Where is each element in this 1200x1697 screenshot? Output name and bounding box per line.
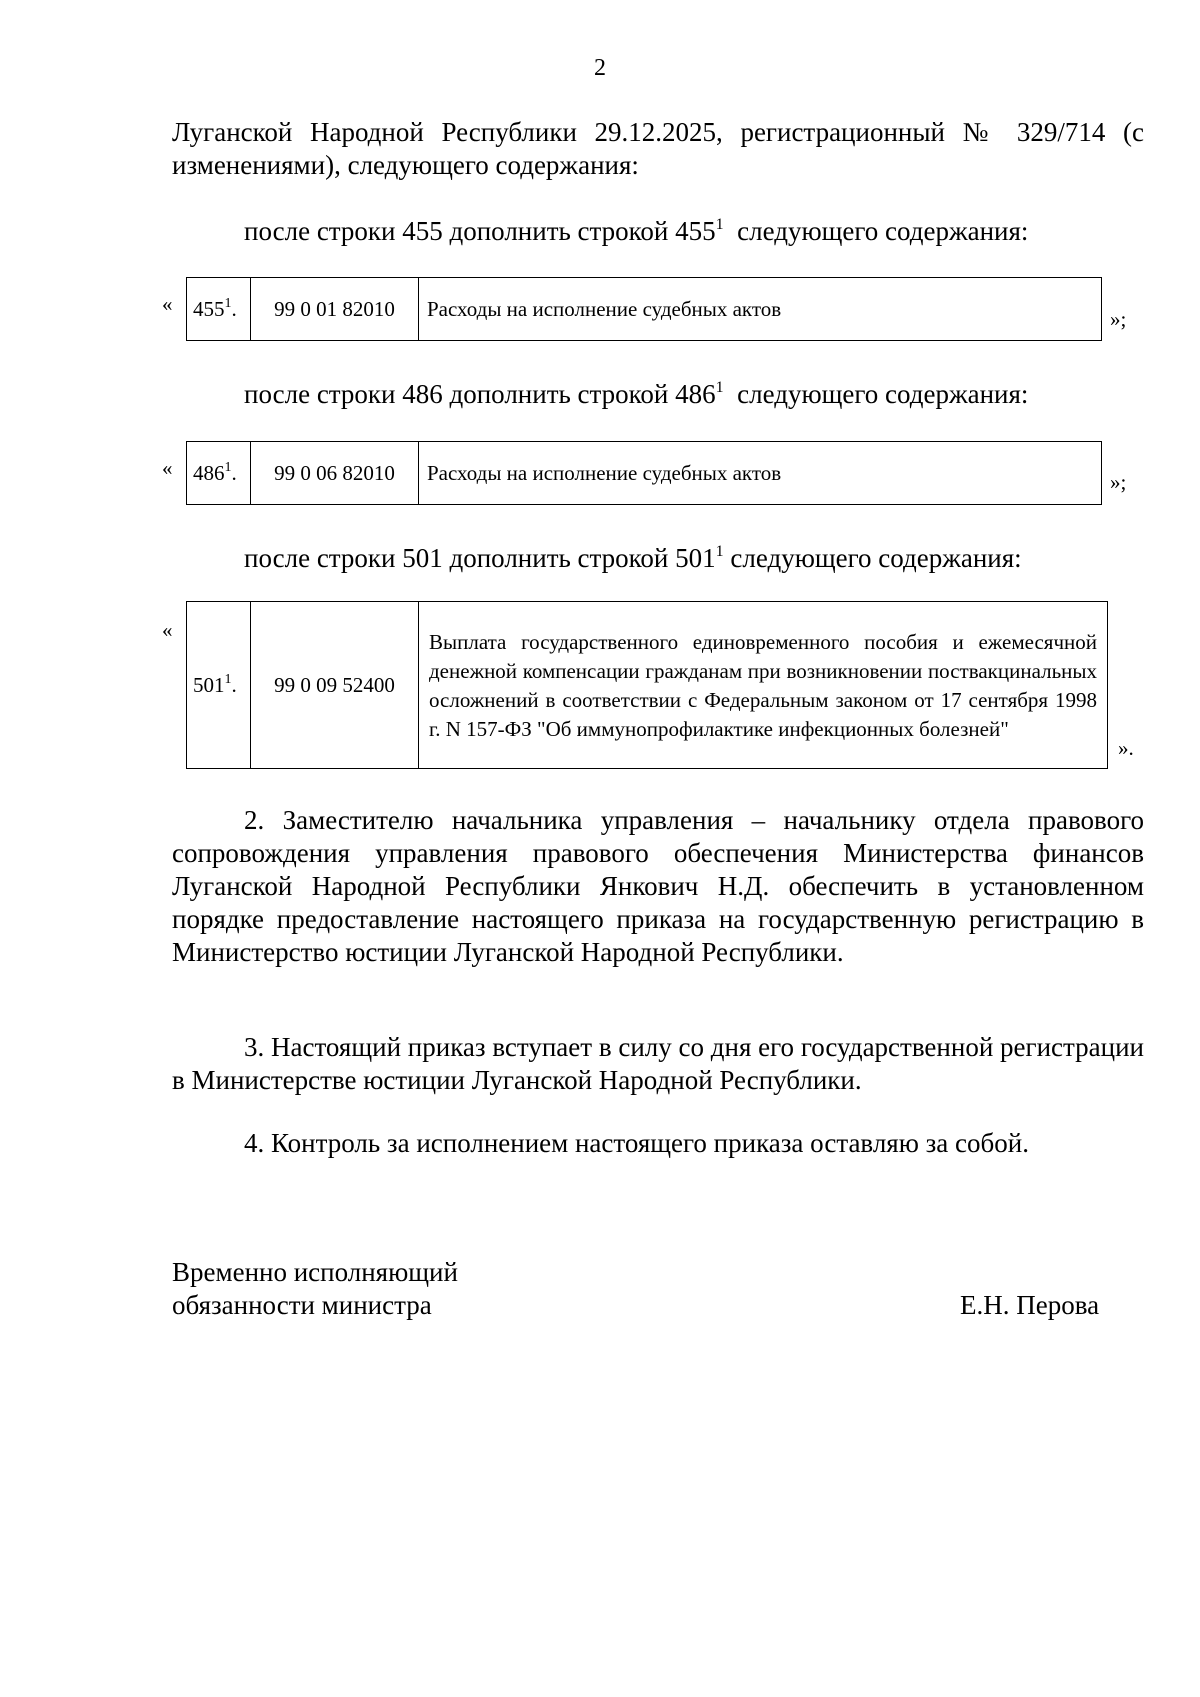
- paragraph-3: 3. Настоящий приказ вступает в силу со дня его государственной регистрации в Министерстве юстиции Луганской Народной Республики.: [172, 1032, 1144, 1095]
- paragraph-2: 2. Заместителю начальника управления – начальнику отдела правового сопровождения управления правового обеспечения Министерства финансов Луганской Народной Республики Янкович Н.Д. обеспечить в установленном порядке предоставление настоящего приказа на государственную регистрацию в Министерство юстиции Луганской Народной Республики.: [172, 805, 1144, 967]
- insert-intro-superscript: 1: [715, 216, 724, 233]
- closing-quote: »;: [1110, 307, 1127, 331]
- budget-code-cell: 99 0 09 52400: [251, 602, 419, 769]
- insert-intro-486: [244, 378, 1028, 411]
- budget-code-cell: 99 0 06 82010: [251, 442, 419, 505]
- table-row: [187, 602, 1108, 769]
- signatory-position-line-2: обязанности министра: [172, 1290, 432, 1320]
- signatory-position-line-1: Временно исполняющий: [172, 1257, 458, 1287]
- opening-paragraph: Луганской Народной Республики 29.12.2025, регистрационный № 329/714 (с изменениями), следующего содержания:: [172, 117, 1144, 180]
- insert-intro-tail: следующего содержания:: [723, 543, 1022, 573]
- description-cell: Выплата государственного единовременного пособия и ежемесячной денежной компенсации гражданам при возникновении поствакцинальных осложнений в соответствии с Федеральным законом от 17 сентября 1998 г. N 157-ФЗ "Об иммунопрофилактике инфекционных болезней": [419, 602, 1108, 769]
- insert-intro-tail: следующего содержания:: [723, 379, 1029, 409]
- insert-table-455: [186, 277, 1102, 341]
- row-number-superscript: 1: [224, 295, 232, 311]
- insert-intro-text: после строки 486 дополнить строкой 486: [244, 379, 716, 409]
- closing-quote: »;: [1110, 470, 1127, 494]
- opening-quote: «: [162, 292, 173, 316]
- insert-table-486: [186, 441, 1102, 505]
- table-row: [187, 278, 1102, 341]
- paragraph-4: 4. Контроль за исполнением настоящего приказа оставляю за собой.: [244, 1128, 1029, 1158]
- insert-intro-tail: следующего содержания:: [723, 216, 1029, 246]
- row-number-superscript: 1: [224, 671, 232, 687]
- closing-quote: ».: [1118, 736, 1134, 760]
- row-number-superscript: 1: [224, 459, 232, 475]
- budget-code-cell: 99 0 01 82010: [251, 278, 419, 341]
- insert-intro-text: после строки 455 дополнить строкой 455: [244, 216, 716, 246]
- opening-quote: «: [162, 456, 173, 480]
- row-number-cell: $501^1$.: [187, 602, 251, 769]
- opening-quote: «: [162, 618, 173, 642]
- insert-intro-superscript: 1: [715, 379, 724, 396]
- insert-intro-text: после строки 501 дополнить строкой 501: [244, 543, 716, 573]
- row-number-cell: $455^1$.: [187, 278, 251, 341]
- insert-intro-superscript: 1: [715, 543, 724, 560]
- description-cell: Расходы на исполнение судебных актов: [419, 442, 1102, 505]
- insert-table-501: [186, 601, 1108, 769]
- description-cell: Расходы на исполнение судебных актов: [419, 278, 1102, 341]
- insert-intro-501: [244, 542, 1022, 575]
- table-row: [187, 442, 1102, 505]
- signatory-name: Е.Н. Перова: [960, 1290, 1100, 1320]
- row-number-cell: $486^1$.: [187, 442, 251, 505]
- page-number: 2: [594, 55, 606, 81]
- insert-intro-455: [244, 215, 1028, 248]
- signatory-position: [172, 1256, 458, 1322]
